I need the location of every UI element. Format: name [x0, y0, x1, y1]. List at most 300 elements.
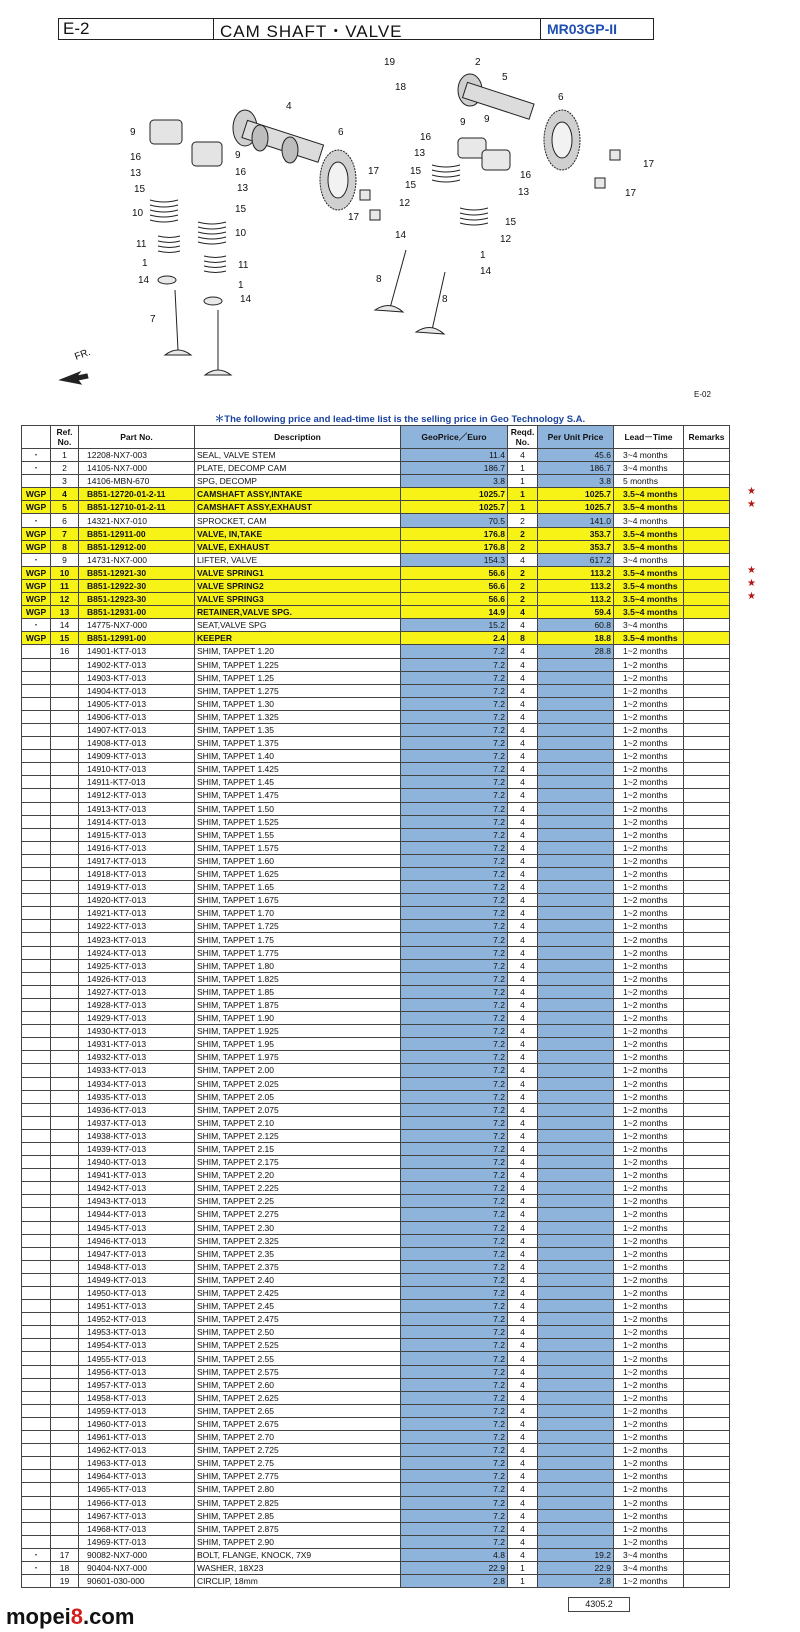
cell-col0	[22, 1221, 51, 1234]
cell-col0	[22, 815, 51, 828]
cell-col8	[684, 894, 730, 907]
table-row	[22, 1365, 730, 1378]
cell-col2: B851-12921-30	[79, 566, 195, 579]
cell-col4: 7.2	[401, 750, 508, 763]
cell-col3: SHIM, TAPPET 2.125	[195, 1129, 401, 1142]
cell-col0	[22, 998, 51, 1011]
cell-col8	[684, 475, 730, 488]
cell-col5: 4	[508, 1313, 538, 1326]
cell-col1: 5	[51, 501, 79, 514]
cell-col8	[684, 566, 730, 579]
cell-col2: 14965-KT7-013	[79, 1483, 195, 1496]
cell-col1	[51, 907, 79, 920]
callout-8: 8	[376, 274, 382, 285]
cell-col0	[22, 1509, 51, 1522]
cell-col5: 4	[508, 1156, 538, 1169]
cell-col8	[684, 1391, 730, 1404]
cell-col2: 14924-KT7-013	[79, 946, 195, 959]
cell-col1: 15	[51, 632, 79, 645]
cell-col2: 14913-KT7-013	[79, 802, 195, 815]
cell-col4: 56.6	[401, 566, 508, 579]
cell-col7: 1~2 months	[614, 1509, 684, 1522]
cell-col2: 14961-KT7-013	[79, 1431, 195, 1444]
table-row	[22, 894, 730, 907]
cell-col3: SHIM, TAPPET 2.80	[195, 1483, 401, 1496]
table-row	[22, 985, 730, 998]
cell-col3: SHIM, TAPPET 2.15	[195, 1142, 401, 1155]
cell-col4: 7.2	[401, 1470, 508, 1483]
callout-19: 19	[384, 57, 396, 68]
cell-col3: BOLT, FLANGE, KNOCK, 7X9	[195, 1548, 401, 1561]
cell-col1	[51, 697, 79, 710]
cell-col3: SHIM, TAPPET 1.525	[195, 815, 401, 828]
cell-col7: 1~2 months	[614, 1195, 684, 1208]
table-row	[22, 1260, 730, 1273]
cell-col5: 4	[508, 1457, 538, 1470]
cell-col4: 2.8	[401, 1575, 508, 1588]
cell-col0	[22, 868, 51, 881]
cell-col2: 14956-KT7-013	[79, 1365, 195, 1378]
cell-col8	[684, 868, 730, 881]
cell-col8	[684, 1208, 730, 1221]
cell-col0: ・	[22, 1561, 51, 1574]
cell-col5: 4	[508, 1142, 538, 1155]
table-row	[22, 1012, 730, 1025]
cell-col6	[538, 750, 614, 763]
cell-col7: 3.5~4 months	[614, 579, 684, 592]
cell-col7: 1~2 months	[614, 972, 684, 985]
cell-col6	[538, 1247, 614, 1260]
cell-col1	[51, 959, 79, 972]
col-unit: Per Unit Price	[538, 426, 614, 449]
table-row	[22, 619, 730, 632]
callout-6b: 6	[558, 92, 564, 103]
cell-col0	[22, 959, 51, 972]
table-row	[22, 1404, 730, 1417]
cell-col3: SHIM, TAPPET 2.70	[195, 1431, 401, 1444]
cell-col4: 56.6	[401, 579, 508, 592]
table-row	[22, 723, 730, 736]
cell-col7: 1~2 months	[614, 841, 684, 854]
table-row	[22, 828, 730, 841]
table-row	[22, 462, 730, 475]
cell-col1	[51, 854, 79, 867]
cell-col7: 1~2 months	[614, 815, 684, 828]
cell-col1	[51, 1313, 79, 1326]
cell-col1	[51, 1116, 79, 1129]
cell-col5: 4	[508, 1470, 538, 1483]
cell-col3: SHIM, TAPPET 2.00	[195, 1064, 401, 1077]
cell-col4: 7.2	[401, 1404, 508, 1417]
cell-col3: SHIM, TAPPET 2.675	[195, 1417, 401, 1430]
cell-col4: 7.2	[401, 841, 508, 854]
cell-col2: 90404-NX7-000	[79, 1561, 195, 1574]
cell-col4: 7.2	[401, 998, 508, 1011]
table-row	[22, 475, 730, 488]
cell-col8	[684, 1326, 730, 1339]
col-ref: Ref. No.	[51, 426, 79, 449]
cell-col4: 7.2	[401, 1077, 508, 1090]
cell-col3: SHIM, TAPPET 2.225	[195, 1182, 401, 1195]
cell-col2: 14928-KT7-013	[79, 998, 195, 1011]
cell-col8	[684, 1365, 730, 1378]
cell-col2: B851-12710-01-2-11	[79, 501, 195, 514]
cell-col3: VALVE SPRING2	[195, 579, 401, 592]
cell-col8	[684, 684, 730, 697]
col-remarks: Remarks	[684, 426, 730, 449]
cell-col6	[538, 1313, 614, 1326]
cell-col1	[51, 1326, 79, 1339]
table-row	[22, 527, 730, 540]
cell-col6: 1025.7	[538, 488, 614, 501]
cell-col6: 18.8	[538, 632, 614, 645]
cell-col3: SHIM, TAPPET 2.65	[195, 1404, 401, 1417]
cell-col7: 3~4 months	[614, 449, 684, 462]
cell-col3: SHIM, TAPPET 1.55	[195, 828, 401, 841]
cell-col5: 4	[508, 1051, 538, 1064]
cell-col3: SHIM, TAPPET 2.775	[195, 1470, 401, 1483]
cell-col7: 1~2 months	[614, 1260, 684, 1273]
cell-col6	[538, 868, 614, 881]
cell-col2: 14914-KT7-013	[79, 815, 195, 828]
cell-col6: 59.4	[538, 606, 614, 619]
cell-col5: 4	[508, 1535, 538, 1548]
cell-col6: 353.7	[538, 540, 614, 553]
cell-col4: 7.2	[401, 802, 508, 815]
cell-col6	[538, 894, 614, 907]
table-row	[22, 815, 730, 828]
cell-col2: 14936-KT7-013	[79, 1103, 195, 1116]
cell-col2: 90601-030-000	[79, 1575, 195, 1588]
cell-col6	[538, 1260, 614, 1273]
cell-col4: 70.5	[401, 514, 508, 527]
cell-col8	[684, 514, 730, 527]
cell-col1	[51, 1483, 79, 1496]
cell-col1	[51, 1522, 79, 1535]
cell-col7: 1~2 months	[614, 658, 684, 671]
cell-col5: 1	[508, 1561, 538, 1574]
cell-col3: SHIM, TAPPET 1.75	[195, 933, 401, 946]
cell-col7: 1~2 months	[614, 1522, 684, 1535]
cell-col1	[51, 1247, 79, 1260]
table-row	[22, 514, 730, 527]
table-row	[22, 1129, 730, 1142]
cell-col2: 14901-KT7-013	[79, 645, 195, 658]
cell-col3: SHIM, TAPPET 2.325	[195, 1234, 401, 1247]
cell-col2: 14930-KT7-013	[79, 1025, 195, 1038]
cell-col5: 4	[508, 1444, 538, 1457]
cell-col0	[22, 475, 51, 488]
cell-col2: 14906-KT7-013	[79, 710, 195, 723]
cell-col8	[684, 1169, 730, 1182]
cell-col1: 4	[51, 488, 79, 501]
cell-col3: SHIM, TAPPET 2.425	[195, 1287, 401, 1300]
cell-col3: SHIM, TAPPET 1.85	[195, 985, 401, 998]
callout-17b: 17	[348, 212, 360, 223]
cell-col7: 1~2 months	[614, 1470, 684, 1483]
table-header	[22, 426, 730, 449]
cell-col3: SHIM, TAPPET 1.625	[195, 868, 401, 881]
cell-col1	[51, 933, 79, 946]
cell-col4: 7.2	[401, 972, 508, 985]
cell-col4: 7.2	[401, 1129, 508, 1142]
cell-col2: 14966-KT7-013	[79, 1496, 195, 1509]
cell-col1: 3	[51, 475, 79, 488]
callout-2: 2	[475, 57, 481, 68]
cell-col7: 1~2 months	[614, 985, 684, 998]
cell-col1	[51, 1077, 79, 1090]
cell-col0	[22, 1025, 51, 1038]
cell-col6	[538, 907, 614, 920]
cell-col3: SHIM, TAPPET 2.175	[195, 1156, 401, 1169]
cell-col3: CAMSHAFT ASSY,EXHAUST	[195, 501, 401, 514]
cell-col0	[22, 1300, 51, 1313]
col-part: Part No.	[79, 426, 195, 449]
section-title: CAM SHAFT・VALVE	[220, 21, 403, 41]
cell-col3: SHIM, TAPPET 2.475	[195, 1313, 401, 1326]
cell-col6	[538, 1300, 614, 1313]
cell-col1	[51, 1535, 79, 1548]
cell-col8	[684, 998, 730, 1011]
cell-col3: SHIM, TAPPET 2.525	[195, 1339, 401, 1352]
cell-col3: SHIM, TAPPET 1.60	[195, 854, 401, 867]
cell-col4: 56.6	[401, 593, 508, 606]
cell-col0	[22, 1457, 51, 1470]
cell-col7: 1~2 months	[614, 1431, 684, 1444]
cell-col7: 1~2 months	[614, 868, 684, 881]
table-row	[22, 802, 730, 815]
cell-col7: 1~2 months	[614, 946, 684, 959]
cell-col0	[22, 1352, 51, 1365]
cell-col6	[538, 1483, 614, 1496]
table-row	[22, 789, 730, 802]
table-row	[22, 1431, 730, 1444]
cell-col2: 14925-KT7-013	[79, 959, 195, 972]
table-row	[22, 1234, 730, 1247]
cell-col8	[684, 1313, 730, 1326]
cell-col0	[22, 1273, 51, 1286]
cell-col7: 1~2 months	[614, 854, 684, 867]
cell-col6	[538, 1103, 614, 1116]
cell-col0: WGP	[22, 579, 51, 592]
cell-col1	[51, 1182, 79, 1195]
star-marker: ★	[747, 499, 756, 510]
cell-col8	[684, 776, 730, 789]
cell-col7: 1~2 months	[614, 1496, 684, 1509]
cell-col0	[22, 1287, 51, 1300]
cell-col2: 14915-KT7-013	[79, 828, 195, 841]
cell-col1	[51, 1103, 79, 1116]
cell-col4: 7.2	[401, 697, 508, 710]
table-row	[22, 1038, 730, 1051]
cell-col7: 3.5~4 months	[614, 501, 684, 514]
cell-col2: 14921-KT7-013	[79, 907, 195, 920]
table-row	[22, 488, 730, 501]
cell-col3: SHIM, TAPPET 2.25	[195, 1195, 401, 1208]
cell-col7: 1~2 months	[614, 1352, 684, 1365]
cell-col5: 4	[508, 1129, 538, 1142]
cell-col0	[22, 1038, 51, 1051]
cell-col5: 4	[508, 1012, 538, 1025]
cell-col0	[22, 972, 51, 985]
cell-col3: SHIM, TAPPET 2.20	[195, 1169, 401, 1182]
table-row	[22, 854, 730, 867]
table-row	[22, 1090, 730, 1103]
cell-col0	[22, 1234, 51, 1247]
cell-col6	[538, 1287, 614, 1300]
callout-5: 5	[502, 72, 508, 83]
cell-col8	[684, 1260, 730, 1273]
cell-col3: SHIM, TAPPET 2.275	[195, 1208, 401, 1221]
table-row	[22, 881, 730, 894]
cell-col0	[22, 658, 51, 671]
cell-col8	[684, 1116, 730, 1129]
cell-col3: SHIM, TAPPET 1.475	[195, 789, 401, 802]
cell-col4: 7.2	[401, 684, 508, 697]
cell-col6	[538, 946, 614, 959]
cell-col4: 7.2	[401, 1300, 508, 1313]
cell-col6: 2.8	[538, 1575, 614, 1588]
cell-col4: 7.2	[401, 1221, 508, 1234]
cell-col0	[22, 1431, 51, 1444]
cell-col7: 3.5~4 months	[614, 527, 684, 540]
cell-col0	[22, 933, 51, 946]
cell-col7: 1~2 months	[614, 1142, 684, 1155]
cell-col0	[22, 1116, 51, 1129]
cell-col4: 7.2	[401, 1431, 508, 1444]
cell-col6	[538, 1077, 614, 1090]
table-row	[22, 1378, 730, 1391]
cell-col3: SPROCKET, CAM	[195, 514, 401, 527]
cell-col3: SHIM, TAPPET 1.975	[195, 1051, 401, 1064]
table-row	[22, 1077, 730, 1090]
cell-col6	[538, 841, 614, 854]
cell-col3: SHIM, TAPPET 1.70	[195, 907, 401, 920]
table-row	[22, 868, 730, 881]
cell-col5: 4	[508, 789, 538, 802]
cell-col7: 1~2 months	[614, 1234, 684, 1247]
col-flag	[22, 426, 51, 449]
cell-col0: ・	[22, 514, 51, 527]
cell-col0	[22, 828, 51, 841]
cell-col4: 7.2	[401, 1247, 508, 1260]
cell-col0: WGP	[22, 540, 51, 553]
cell-col0: WGP	[22, 527, 51, 540]
cell-col1	[51, 658, 79, 671]
table-row	[22, 1156, 730, 1169]
cell-col8	[684, 1352, 730, 1365]
cell-col6: 113.2	[538, 566, 614, 579]
cell-col4: 14.9	[401, 606, 508, 619]
cell-col7: 1~2 months	[614, 1273, 684, 1286]
cell-col2: 14920-KT7-013	[79, 894, 195, 907]
cell-col0	[22, 776, 51, 789]
cell-col1	[51, 1470, 79, 1483]
cell-col8	[684, 1234, 730, 1247]
table-row	[22, 1221, 730, 1234]
cell-col2: 14931-KT7-013	[79, 1038, 195, 1051]
cell-col8	[684, 1404, 730, 1417]
cell-col2: B851-12922-30	[79, 579, 195, 592]
callout-7: 7	[150, 314, 156, 325]
cell-col7: 1~2 months	[614, 1012, 684, 1025]
cell-col2: 14963-KT7-013	[79, 1457, 195, 1470]
cell-col5: 2	[508, 566, 538, 579]
cell-col6	[538, 1182, 614, 1195]
cell-col1	[51, 1431, 79, 1444]
cell-col3: SHIM, TAPPET 2.625	[195, 1391, 401, 1404]
cell-col3: SHIM, TAPPET 2.40	[195, 1273, 401, 1286]
cell-col8	[684, 1535, 730, 1548]
cell-col8	[684, 1522, 730, 1535]
cell-col6	[538, 1038, 614, 1051]
cell-col0: ・	[22, 1548, 51, 1561]
table-row	[22, 1287, 730, 1300]
table-row	[22, 1300, 730, 1313]
cell-col0	[22, 1051, 51, 1064]
cell-col3: SHIM, TAPPET 1.425	[195, 763, 401, 776]
callout-11: 11	[136, 239, 147, 250]
cell-col0	[22, 1483, 51, 1496]
callout-15c: 15	[410, 166, 422, 177]
cell-col3: SHIM, TAPPET 1.80	[195, 959, 401, 972]
callout-11b: 11	[238, 260, 249, 271]
cell-col0	[22, 697, 51, 710]
cell-col8	[684, 1378, 730, 1391]
cell-col7: 3~4 months	[614, 514, 684, 527]
cell-col8	[684, 1273, 730, 1286]
cell-col8	[684, 606, 730, 619]
cell-col5: 4	[508, 723, 538, 736]
cell-col4: 7.2	[401, 1234, 508, 1247]
cell-col5: 4	[508, 1339, 538, 1352]
cell-col4: 7.2	[401, 1444, 508, 1457]
cell-col4: 7.2	[401, 1195, 508, 1208]
cell-col2: 14934-KT7-013	[79, 1077, 195, 1090]
cell-col5: 1	[508, 1575, 538, 1588]
cell-col6	[538, 1509, 614, 1522]
cell-col0	[22, 841, 51, 854]
cell-col3: SHIM, TAPPET 2.375	[195, 1260, 401, 1273]
cell-col6	[538, 1417, 614, 1430]
cell-col8	[684, 1051, 730, 1064]
cell-col7: 1~2 months	[614, 1404, 684, 1417]
cell-col4: 1025.7	[401, 488, 508, 501]
cell-col2: 14943-KT7-013	[79, 1195, 195, 1208]
cell-col7: 1~2 months	[614, 1156, 684, 1169]
cell-col6	[538, 1457, 614, 1470]
cell-col1	[51, 671, 79, 684]
callout-14d: 14	[480, 266, 492, 277]
cell-col7: 3~4 months	[614, 1561, 684, 1574]
cell-col5: 4	[508, 1038, 538, 1051]
cell-col0	[22, 1404, 51, 1417]
star-marker: ★	[747, 578, 756, 589]
cell-col8	[684, 1339, 730, 1352]
cell-col5: 4	[508, 684, 538, 697]
cell-col5: 4	[508, 1287, 538, 1300]
cell-col1	[51, 1129, 79, 1142]
cell-col4: 7.2	[401, 723, 508, 736]
cell-col5: 4	[508, 894, 538, 907]
cell-col8	[684, 1221, 730, 1234]
cell-col8	[684, 1470, 730, 1483]
cell-col3: SHIM, TAPPET 1.35	[195, 723, 401, 736]
cell-col1	[51, 802, 79, 815]
cell-col5: 4	[508, 1195, 538, 1208]
callout-16d: 16	[520, 170, 532, 181]
cell-col6	[538, 1535, 614, 1548]
